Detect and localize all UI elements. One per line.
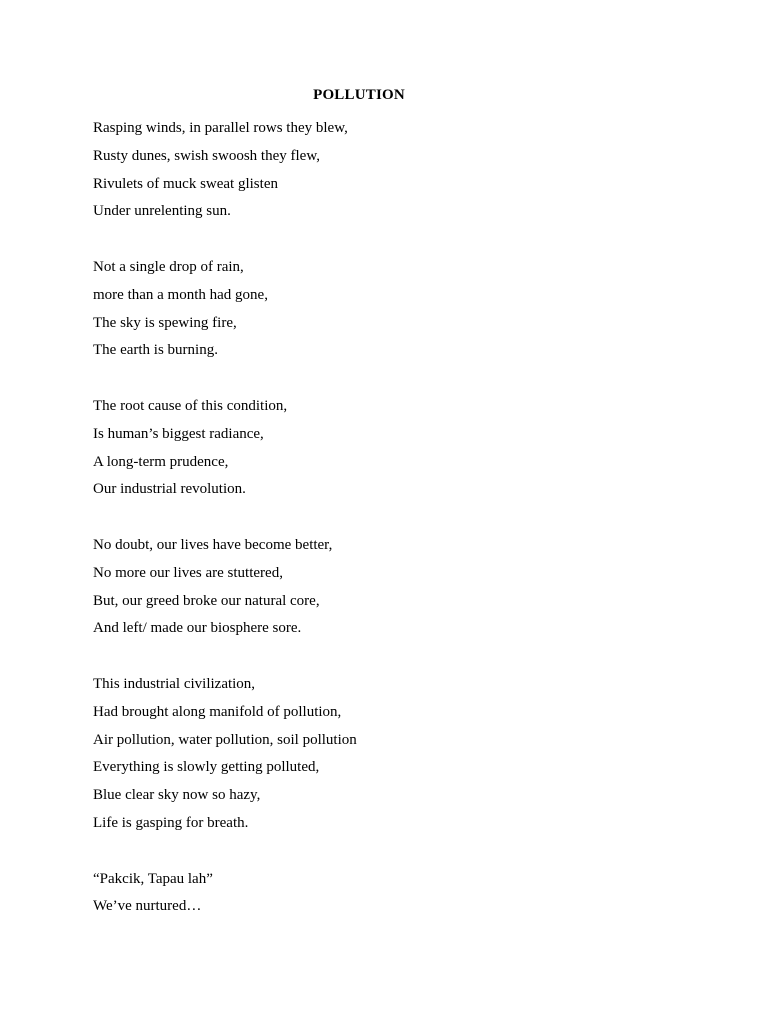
- poem-line: Everything is slowly getting polluted,: [93, 759, 320, 776]
- poem-line: This industrial civilization,: [93, 675, 256, 692]
- poem-body: [93, 115, 713, 949]
- poem-line: And left/ made our biosphere sore.: [93, 620, 302, 637]
- poem-line: We’ve nurtured…: [93, 898, 202, 915]
- poem-line: A long-term prudence,: [93, 453, 229, 470]
- poem-line: Under unrelenting sun.: [93, 203, 231, 220]
- poem-line: The root cause of this condition,: [93, 397, 288, 414]
- poem-line: No more our lives are stuttered,: [93, 564, 283, 581]
- poem-line: Blue clear sky now so hazy,: [93, 787, 261, 804]
- poem-line: The earth is burning.: [93, 342, 218, 359]
- poem-line: Rasping winds, in parallel rows they blew,: [93, 120, 348, 136]
- stanza: [93, 115, 713, 226]
- stanza: [93, 671, 713, 838]
- stanza: [93, 254, 713, 365]
- poem-line: “Pakcik, Tapau lah”: [93, 870, 213, 887]
- poem-line: Rivulets of muck sweat glisten: [93, 175, 278, 192]
- poem-line: Is human’s biggest radiance,: [93, 425, 264, 442]
- poem-line: The sky is spewing fire,: [93, 314, 237, 331]
- poem-line: Had brought along manifold of pollution,: [93, 703, 342, 720]
- poem-line: more than a month had gone,: [93, 286, 268, 303]
- poem-line: Rusty dunes, swish swoosh they flew,: [93, 147, 320, 164]
- poem-title-text: POLLUTION: [313, 87, 405, 103]
- poem-line: No doubt, our lives have become better,: [93, 536, 333, 553]
- poem-title: [0, 87, 768, 104]
- stanza: [93, 393, 713, 504]
- poem-line: Life is gasping for breath.: [93, 814, 249, 831]
- poem-line: Not a single drop of rain,: [93, 258, 244, 275]
- stanza: [93, 866, 713, 922]
- poem-line: Our industrial revolution.: [93, 481, 246, 498]
- poem-line: But, our greed broke our natural core,: [93, 592, 320, 609]
- poem-line: Air pollution, water pollution, soil pollution: [93, 731, 357, 748]
- stanza: [93, 532, 713, 643]
